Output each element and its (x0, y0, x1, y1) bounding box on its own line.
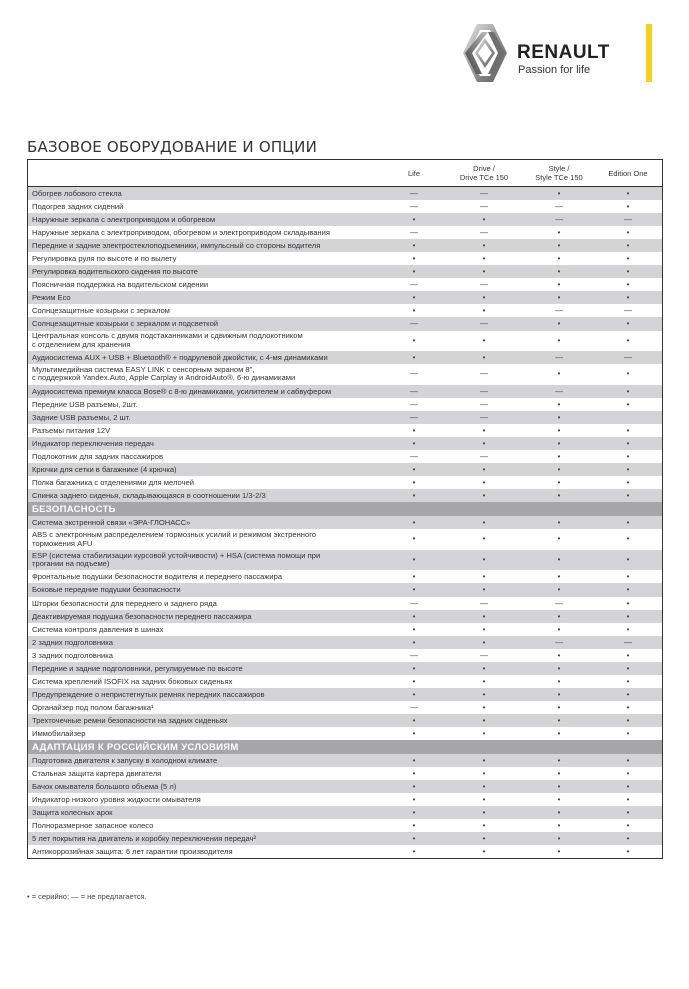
value-life: — (410, 399, 418, 409)
brand-accent-bar (646, 24, 652, 82)
value-drive: • (482, 637, 486, 647)
feature-label: Подлокотник для задних пассажиров (32, 452, 164, 461)
value-edition-one: • (626, 241, 630, 251)
value-drive: • (482, 728, 486, 738)
table-row (28, 675, 662, 688)
value-edition-one: • (626, 795, 630, 805)
table-row (28, 714, 662, 727)
table-row (28, 351, 662, 364)
value-drive: • (482, 702, 486, 712)
value-life: — (410, 412, 418, 422)
feature-label: Подогрев задних сидений (32, 202, 124, 212)
value-drive: • (482, 241, 486, 251)
value-edition-one: • (626, 386, 630, 396)
table-row (28, 727, 662, 740)
value-style: • (557, 769, 561, 779)
value-life: • (412, 847, 416, 857)
section-heading: БЕЗОПАСНОСТЬ (28, 502, 662, 516)
value-style: — (555, 215, 563, 225)
table-row (28, 806, 662, 819)
table-row (28, 845, 662, 858)
feature-label: 5 лет покрытия на двигатель и коробку переключения передач² (32, 834, 257, 844)
value-edition-one: — (624, 353, 632, 363)
renault-logo (462, 22, 662, 84)
value-life: • (412, 756, 416, 766)
feature-label: Бачок омывателя большого объема (5 л) (32, 782, 177, 792)
value-life: • (412, 834, 416, 844)
feature-label: Полноразмерное запасное колесо (32, 821, 154, 831)
value-style: • (557, 241, 561, 251)
value-drive: — (480, 386, 488, 396)
value-edition-one: • (626, 369, 630, 379)
table-row (28, 317, 662, 330)
feature-label: 2 задних подголовника (32, 637, 113, 647)
feature-label: Обогрев лобового стекла (32, 189, 122, 199)
value-life: • (412, 715, 416, 725)
value-style: • (557, 293, 561, 303)
value-edition-one: • (626, 598, 630, 608)
value-style: • (557, 611, 561, 621)
value-style: • (557, 728, 561, 738)
table-row (28, 187, 662, 200)
value-edition-one: • (626, 189, 630, 199)
value-life: • (412, 335, 416, 345)
value-edition-one: • (626, 769, 630, 779)
value-style: • (557, 438, 561, 448)
value-life: • (412, 267, 416, 277)
table-row (28, 489, 662, 502)
value-edition-one: • (626, 534, 630, 544)
feature-label: Наружные зеркала с электроприводом, обогревом и электроприводом складывания (32, 228, 330, 238)
value-edition-one: • (626, 821, 630, 831)
feature-label: Наружные зеркала с электроприводом и обогревом (32, 215, 216, 225)
value-style: — (555, 386, 563, 396)
value-life: • (412, 611, 416, 621)
value-life: • (412, 518, 416, 528)
table-row (28, 819, 662, 832)
feature-label: Предупреждение о непристегнутых ремнях передних пассажиров (32, 689, 265, 699)
value-life: — (410, 228, 418, 238)
value-drive: — (480, 650, 488, 660)
feature-label: Передние и задние электростеклоподъемники, импульсный со стороны водителя (32, 241, 321, 251)
feature-label: Боковые передние подушки безопасности (32, 585, 181, 595)
value-edition-one: • (626, 782, 630, 792)
table-row (28, 385, 662, 398)
feature-label: Солнцезащитные козырьки с зеркалом и подсветкой (32, 319, 219, 329)
table-row (28, 662, 662, 675)
value-style: • (557, 267, 561, 277)
value-life: • (412, 689, 416, 699)
feature-label: Режим Eco (32, 293, 71, 303)
table-row (28, 437, 662, 450)
equipment-table (27, 159, 663, 859)
value-drive: • (482, 335, 486, 345)
value-edition-one: — (624, 306, 632, 316)
section-heading: АДАПТАЦИЯ К РОССИЙСКИМ УСЛОВИЯМ (28, 740, 662, 754)
feature-label: Шторки безопасности для переднего и заднего ряда (32, 598, 217, 608)
feature-label: Аудиосистема AUX + USB + Bluetooth® + подрулевой джойстик, с 4-мя динамиками (32, 353, 328, 363)
value-style: • (557, 795, 561, 805)
value-style: • (557, 663, 561, 673)
value-style: • (557, 624, 561, 634)
value-life: • (412, 808, 416, 818)
value-style: • (557, 756, 561, 766)
value-edition-one: • (626, 478, 630, 488)
feature-label: Система экстренной связи «ЭРА-ГЛОНАСС» (32, 518, 191, 528)
value-life: • (412, 585, 416, 595)
value-style: • (557, 650, 561, 660)
value-drive: • (482, 254, 486, 264)
value-style: — (555, 202, 563, 212)
value-style: • (557, 518, 561, 528)
header-drive: Drive / Drive TCe 150 (459, 164, 509, 182)
table-row (28, 476, 662, 489)
table-row (28, 583, 662, 596)
value-edition-one: • (626, 676, 630, 686)
feature-label: Спинка заднего сиденья, складывающаяся в соотношении 1/3-2/3 (32, 491, 266, 501)
value-drive: — (480, 189, 488, 199)
value-style: • (557, 412, 561, 422)
feature-label: Органайзер под полом багажника¹ (32, 702, 154, 712)
table-row (28, 450, 662, 463)
table-row (28, 200, 662, 213)
value-style: • (557, 254, 561, 264)
value-life: — (410, 702, 418, 712)
value-life: — (410, 452, 418, 461)
value-life: • (412, 306, 416, 316)
value-life: • (412, 534, 416, 544)
feature-label: Стальная защита картера двигателя (32, 769, 162, 779)
table-row (28, 398, 662, 411)
value-edition-one: • (626, 202, 630, 212)
value-style: • (557, 369, 561, 379)
value-edition-one: • (626, 452, 630, 461)
feature-label: Крючки для сетки в багажнике (4 крючка) (32, 465, 177, 475)
value-style: • (557, 335, 561, 345)
value-edition-one: • (626, 728, 630, 738)
value-edition-one: • (626, 554, 630, 564)
value-edition-one: • (626, 280, 630, 290)
value-drive: • (482, 715, 486, 725)
value-style: — (555, 637, 563, 647)
feature-label: Регулировка водительского сидения по высоте (32, 267, 198, 277)
value-edition-one: • (626, 624, 630, 634)
renault-diamond-icon (462, 22, 508, 84)
value-drive: • (482, 585, 486, 595)
feature-label: Индикатор низкого уровня жидкости омывателя (32, 795, 201, 805)
value-drive: • (482, 534, 486, 544)
value-edition-one: • (626, 518, 630, 528)
value-drive: • (482, 795, 486, 805)
value-edition-one: — (624, 637, 632, 647)
value-life: • (412, 491, 416, 501)
value-life: — (410, 650, 418, 660)
table-row (28, 278, 662, 291)
table-row (28, 793, 662, 806)
table-row (28, 331, 662, 352)
value-drive: • (482, 465, 486, 475)
value-style: • (557, 280, 561, 290)
value-life: • (412, 624, 416, 634)
value-edition-one: • (626, 399, 630, 409)
value-drive: — (480, 319, 488, 329)
value-edition-one: • (626, 663, 630, 673)
value-drive: — (480, 280, 488, 290)
value-drive: • (482, 808, 486, 818)
value-style: • (557, 319, 561, 329)
value-drive: • (482, 306, 486, 316)
feature-label: Задние USB разъемы, 2 шт. (32, 412, 131, 422)
value-style: • (557, 702, 561, 712)
value-edition-one: • (626, 611, 630, 621)
value-life: • (412, 663, 416, 673)
value-edition-one: • (626, 585, 630, 595)
value-style: • (557, 821, 561, 831)
feature-label: Центральная консоль с двумя подстаканниками и сдвижным подлокотником с отделением для хранения (32, 331, 303, 349)
table-row (28, 832, 662, 845)
value-drive: • (482, 847, 486, 857)
value-edition-one: • (626, 702, 630, 712)
value-style: • (557, 478, 561, 488)
value-drive: • (482, 267, 486, 277)
feature-label: Передние и задние подголовники, регулируемые по высоте (32, 663, 243, 673)
value-style: • (557, 808, 561, 818)
table-row (28, 424, 662, 437)
table-row (28, 213, 662, 226)
value-drive: • (482, 554, 486, 564)
value-life: • (412, 795, 416, 805)
value-edition-one: • (626, 335, 630, 345)
value-drive: • (482, 353, 486, 363)
feature-label: Антикоррозийная защита: 6 лет гарантии производителя (32, 847, 233, 857)
feature-label: Фронтальные подушки безопасности водителя и переднего пассажира (32, 572, 283, 582)
feature-label: Деактивируемая подушка безопасности переднего пассажира (32, 611, 252, 621)
value-style: • (557, 572, 561, 582)
value-edition-one: • (626, 689, 630, 699)
value-style: • (557, 534, 561, 544)
value-style: • (557, 452, 561, 461)
value-drive: • (482, 572, 486, 582)
value-style: • (557, 689, 561, 699)
table-row (28, 780, 662, 793)
table-row (28, 226, 662, 239)
value-style: • (557, 676, 561, 686)
brand-name: RENAULT (517, 42, 610, 63)
feature-label: Иммобилайзер (32, 728, 86, 738)
value-style: • (557, 465, 561, 475)
value-life: • (412, 293, 416, 303)
value-edition-one: — (624, 215, 632, 225)
table-body (28, 187, 662, 858)
table-row (28, 516, 662, 529)
value-drive: — (480, 369, 488, 379)
brand-tagline: Passion for life (518, 64, 591, 76)
table-row (28, 550, 662, 571)
value-style: • (557, 715, 561, 725)
table-row (28, 239, 662, 252)
value-style: — (555, 353, 563, 363)
value-edition-one: • (626, 847, 630, 857)
value-drive: • (482, 756, 486, 766)
value-style: • (557, 189, 561, 199)
table-row (28, 570, 662, 583)
value-drive: • (482, 611, 486, 621)
value-life: • (412, 554, 416, 564)
header-life: Life (407, 168, 421, 178)
feature-label: Подготовка двигателя к запуску в холодном климате (32, 756, 218, 766)
value-life: • (412, 465, 416, 475)
value-edition-one: • (626, 319, 630, 329)
value-style: • (557, 834, 561, 844)
feature-label: Аудиосистема премиум класса Bose® с 8-ю динамиками, усилителем и сабвуфером (32, 386, 332, 396)
value-edition-one: • (626, 465, 630, 475)
feature-label: Полка багажника с отделениями для мелочей (32, 478, 194, 488)
value-style: — (555, 598, 563, 608)
table-row (28, 291, 662, 304)
value-drive: • (482, 491, 486, 501)
page-title: БАЗОВОЕ ОБОРУДОВАНИЕ И ОПЦИИ (27, 138, 317, 157)
table-row (28, 701, 662, 714)
value-edition-one: • (626, 293, 630, 303)
value-life: — (410, 189, 418, 199)
value-drive: • (482, 425, 486, 435)
value-drive: — (480, 412, 488, 422)
value-life: — (410, 386, 418, 396)
feature-label: ESP (система стабилизации курсовой устойчивости) + HSA (система помощи при трогании на подъеме) (32, 550, 321, 569)
table-row (28, 304, 662, 317)
value-edition-one: • (626, 715, 630, 725)
value-style: • (557, 782, 561, 792)
feature-label: Поясничная поддержка на водительском сидении (32, 280, 209, 290)
value-life: • (412, 821, 416, 831)
value-drive: • (482, 293, 486, 303)
value-drive: — (480, 202, 488, 212)
feature-label: Солнцезащитные козырьки с зеркалом (32, 306, 170, 316)
value-life: • (412, 572, 416, 582)
value-edition-one: • (626, 650, 630, 660)
value-drive: • (482, 624, 486, 634)
value-drive: • (482, 518, 486, 528)
table-row (28, 754, 662, 767)
value-style: • (557, 554, 561, 564)
value-edition-one: • (626, 834, 630, 844)
value-style: • (557, 425, 561, 435)
value-drive: • (482, 438, 486, 448)
feature-label: Регулировка руля по высоте и по вылету (32, 254, 177, 264)
value-life: • (412, 425, 416, 435)
feature-label: Передние USB разъемы, 2шт. (32, 399, 138, 409)
value-drive: • (482, 689, 486, 699)
feature-label: ABS с электронным распределением тормозных усилий и режимом экстренного торможения AFU (32, 530, 317, 548)
table-row (28, 649, 662, 662)
value-drive: • (482, 215, 486, 225)
value-life: • (412, 637, 416, 647)
table-row (28, 463, 662, 476)
table-row (28, 411, 662, 424)
value-style: — (555, 306, 563, 316)
value-style: • (557, 847, 561, 857)
value-life: — (410, 280, 418, 290)
value-life: • (412, 676, 416, 686)
value-life: • (412, 353, 416, 363)
value-life: • (412, 215, 416, 225)
value-life: • (412, 478, 416, 488)
value-drive: • (482, 821, 486, 831)
legend-note: • = серийно; — = не предлагается. (27, 892, 147, 901)
value-edition-one: • (626, 572, 630, 582)
header-style: Style / Style TCe 150 (535, 164, 583, 182)
value-life: — (410, 369, 418, 379)
feature-label: Трехточечные ремни безопасности на задних сиденьях (32, 715, 228, 725)
value-life: • (412, 728, 416, 738)
value-drive: — (480, 399, 488, 409)
value-edition-one: • (626, 267, 630, 277)
value-edition-one: • (626, 425, 630, 435)
value-life: • (412, 438, 416, 448)
value-life: • (412, 241, 416, 251)
feature-label: Система креплений ISOFIX на задних боковых сиденьях (32, 676, 233, 686)
value-edition-one: • (626, 254, 630, 264)
value-drive: • (482, 478, 486, 488)
table-header (28, 160, 662, 187)
table-row (28, 688, 662, 701)
value-life: • (412, 769, 416, 779)
feature-label: Система контроля давления в шинах (32, 624, 164, 634)
value-drive: • (482, 782, 486, 792)
value-life: • (412, 782, 416, 792)
value-life: — (410, 202, 418, 212)
value-drive: — (480, 228, 488, 238)
value-edition-one: • (626, 438, 630, 448)
value-life: — (410, 319, 418, 329)
value-life: — (410, 598, 418, 608)
value-style: • (557, 228, 561, 238)
table-row (28, 597, 662, 610)
feature-label: Мультимедийная система EASY LINK с сенсорным экраном 8", с поддержкой Yandex.Auto, Apple Carplay и AndroidAuto®, 6-ю динамиками (32, 365, 296, 383)
value-drive: — (480, 452, 488, 461)
value-life: • (412, 254, 416, 264)
header-edition-one: Edition One (608, 168, 648, 178)
value-drive: • (482, 769, 486, 779)
feature-label: Разъемы питания 12V (32, 425, 111, 435)
value-style: • (557, 585, 561, 595)
table-row (28, 265, 662, 278)
table-row (28, 623, 662, 636)
value-edition-one: • (626, 491, 630, 501)
table-row (28, 767, 662, 780)
value-drive: • (482, 834, 486, 844)
value-style: • (557, 399, 561, 409)
value-drive: • (482, 663, 486, 673)
value-edition-one: • (626, 756, 630, 766)
feature-label: Защита колесных арок (32, 808, 113, 818)
value-drive: — (480, 598, 488, 608)
value-edition-one: • (626, 228, 630, 238)
feature-label: Индикатор переключения передач (32, 438, 154, 448)
table-row (28, 529, 662, 550)
value-drive: • (482, 676, 486, 686)
value-edition-one: • (626, 808, 630, 818)
table-row (28, 364, 662, 385)
table-row (28, 636, 662, 649)
value-style: • (557, 491, 561, 501)
table-row (28, 610, 662, 623)
table-row (28, 252, 662, 265)
feature-label: 3 задних подголовника (32, 650, 113, 660)
